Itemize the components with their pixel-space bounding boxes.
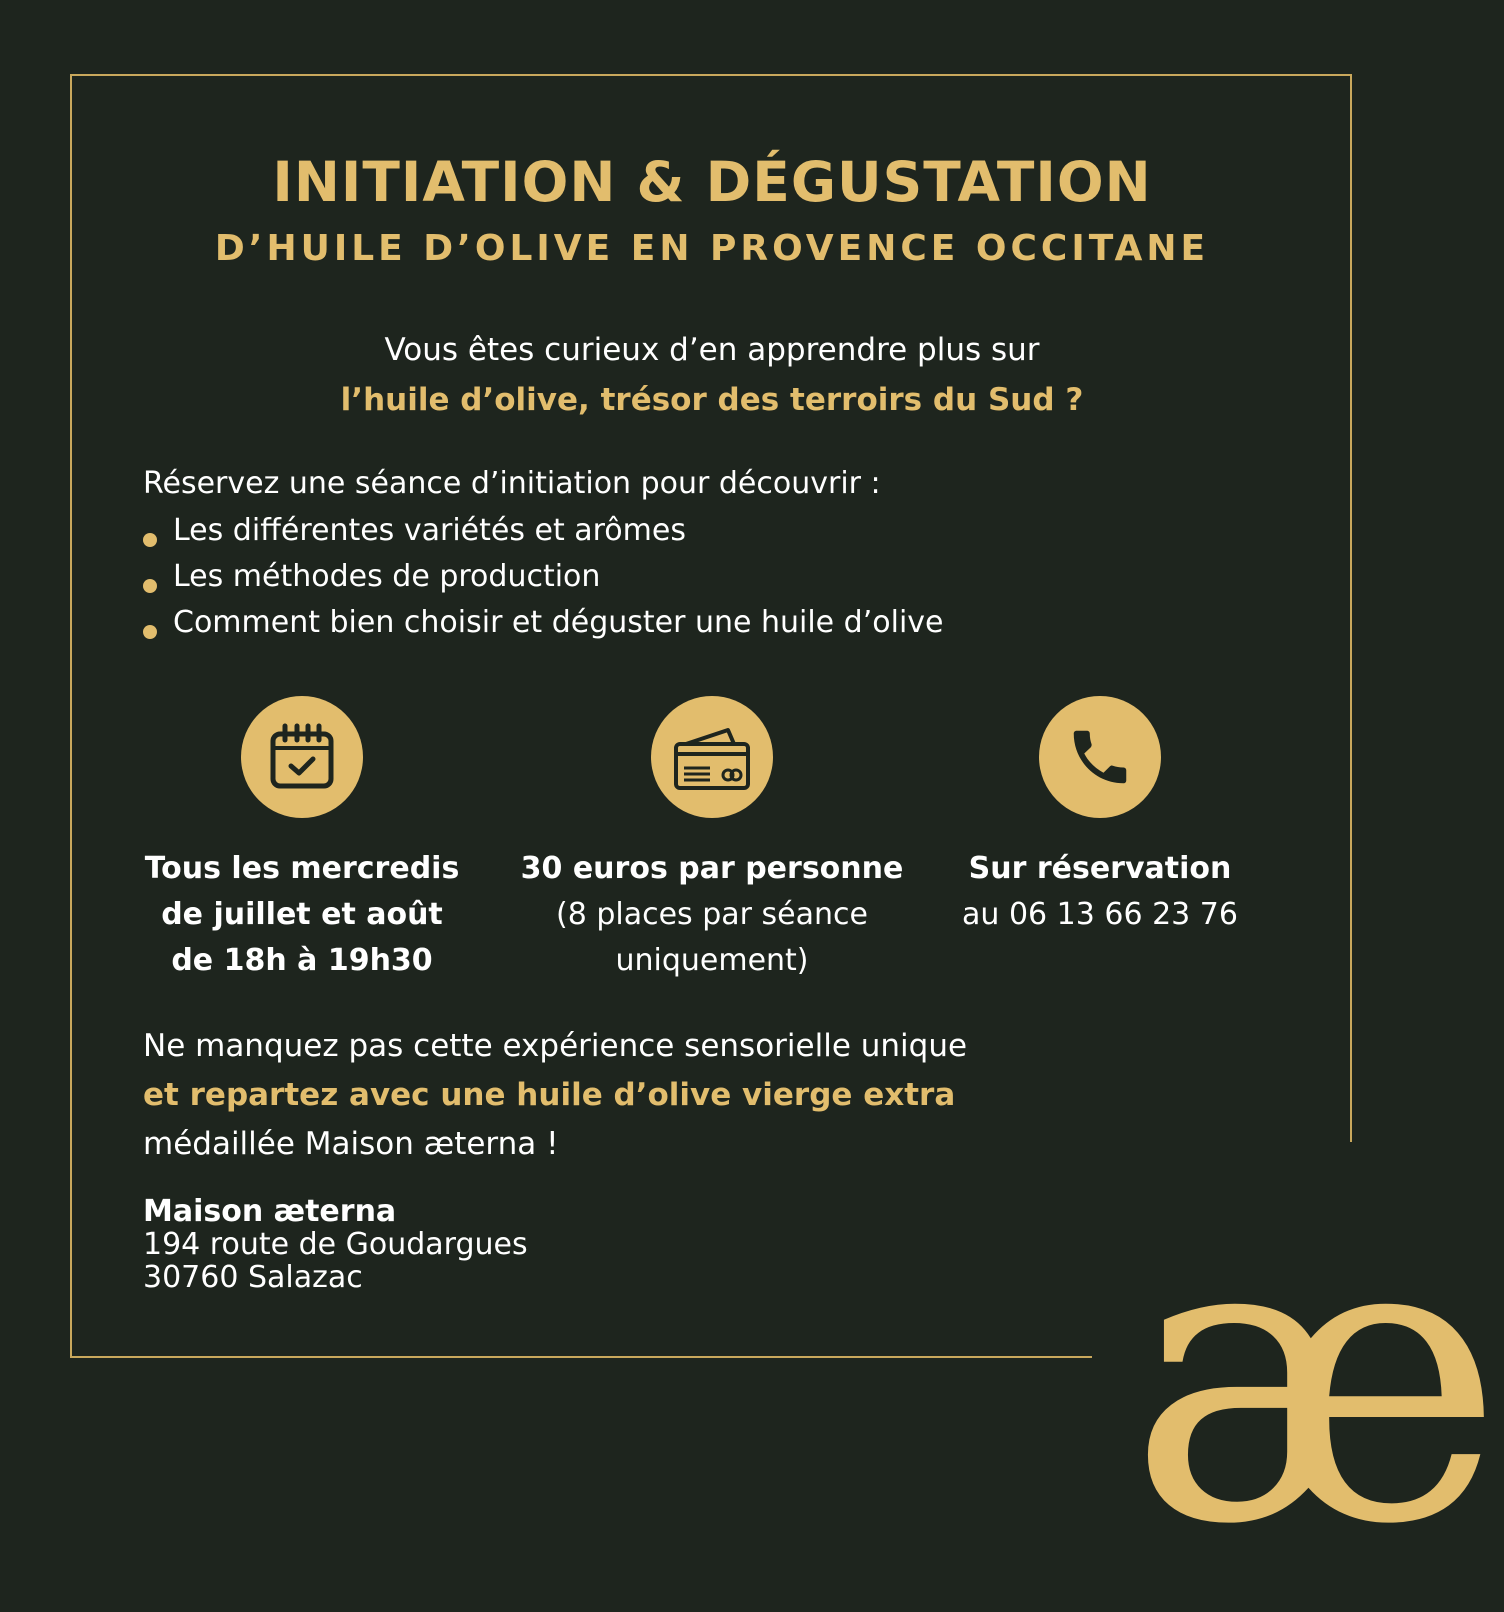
intro-line-1: Vous êtes curieux d’en apprendre plus sur bbox=[384, 332, 1040, 368]
list-item bbox=[143, 508, 944, 554]
outro bbox=[143, 1022, 967, 1169]
program-list bbox=[143, 508, 944, 646]
booking-icon-badge bbox=[1039, 696, 1161, 818]
schedule-line-2: de juillet et août bbox=[161, 897, 443, 932]
price-icon-badge bbox=[651, 696, 773, 818]
page-subtitle: D’HUILE D’OLIVE EN PROVENCE OCCITANE bbox=[214, 228, 1210, 269]
bullet-dot-icon bbox=[143, 533, 157, 547]
list-item-text: Comment bien choisir et déguster une huile d’olive bbox=[173, 605, 944, 640]
outro-line-2: et repartez avec une huile d’olive vierge extra bbox=[143, 1077, 956, 1113]
booking-line-1: Sur réservation bbox=[968, 851, 1232, 886]
address-block bbox=[143, 1195, 528, 1294]
price-line-2: (8 places par séance bbox=[556, 897, 868, 932]
address-name: Maison æterna bbox=[143, 1194, 397, 1229]
booking-phone: au 06 13 66 23 76 bbox=[962, 897, 1238, 932]
booking-info bbox=[930, 696, 1270, 938]
intro-line-2: l’huile d’olive, trésor des terroirs du Sud ? bbox=[340, 382, 1084, 418]
list-item bbox=[143, 600, 944, 646]
brand-logo: æ bbox=[1128, 1147, 1504, 1612]
intro bbox=[0, 325, 1424, 425]
price-info bbox=[502, 696, 922, 984]
credit-card-icon bbox=[670, 720, 754, 794]
page-title: INITIATION & DÉGUSTATION bbox=[272, 150, 1152, 214]
list-item-text: Les méthodes de production bbox=[173, 559, 601, 594]
list-item bbox=[143, 554, 944, 600]
price-text bbox=[502, 846, 922, 984]
program-lead: Réservez une séance d’initiation pour découvrir : bbox=[143, 466, 881, 501]
frame-bottom bbox=[70, 1356, 1092, 1358]
schedule-icon-badge bbox=[241, 696, 363, 818]
schedule-line-3: de 18h à 19h30 bbox=[171, 943, 433, 978]
address-street: 194 route de Goudargues bbox=[143, 1227, 528, 1262]
frame-top bbox=[70, 74, 1352, 76]
outro-line-1: Ne manquez pas cette expérience sensorielle unique bbox=[143, 1028, 968, 1064]
address-city: 30760 Salazac bbox=[143, 1260, 363, 1295]
list-item-text: Les différentes variétés et arômes bbox=[173, 513, 686, 548]
price-line-1: 30 euros par personne bbox=[520, 851, 904, 886]
bullet-dot-icon bbox=[143, 579, 157, 593]
phone-icon bbox=[1065, 722, 1135, 792]
outro-line-3: médaillée Maison æterna ! bbox=[143, 1126, 559, 1162]
schedule-text bbox=[122, 846, 482, 984]
bullet-dot-icon bbox=[143, 625, 157, 639]
schedule-line-1: Tous les mercredis bbox=[144, 851, 460, 886]
schedule-info bbox=[122, 696, 482, 984]
booking-text bbox=[930, 846, 1270, 938]
calendar-check-icon bbox=[265, 720, 339, 794]
price-line-3: uniquement) bbox=[615, 943, 809, 978]
